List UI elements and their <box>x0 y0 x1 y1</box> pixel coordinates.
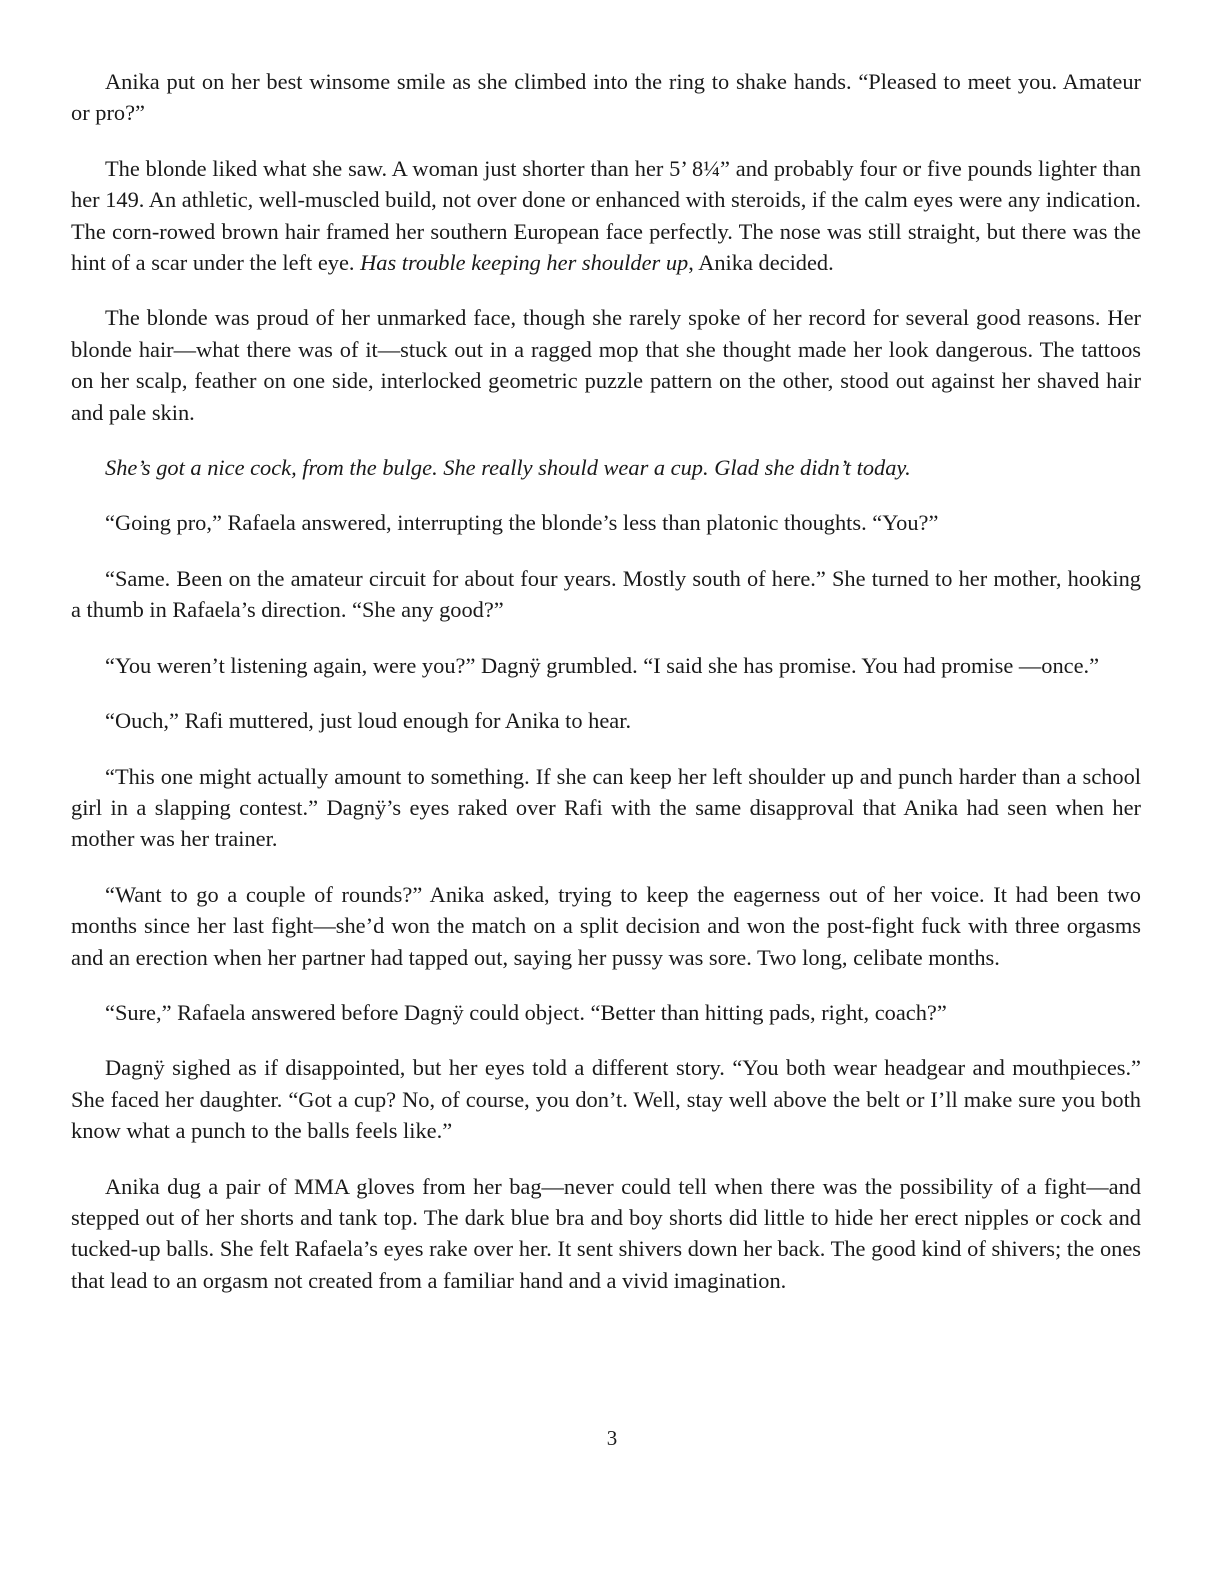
paragraph-2 <box>71 153 1141 279</box>
paragraph-2-emphasis: Has trouble keeping her shoulder up <box>360 250 689 276</box>
paragraph-11: “Sure,” Rafaela answered before Dagnÿ could object. “Better than hitting pads, right, coach?” <box>105 999 947 1025</box>
paragraph-7: “You weren’t listening again, were you?” Dagnÿ grumbled. “I said she has promise. You had promise —once.” <box>105 652 1100 678</box>
paragraph-12: Dagnÿ sighed as if disappointed, but her eyes told a different story. “You both wear headgear and mouthpieces.” She faced her daughter. “Got a cup? No, of course, you don’t. Well, stay well above the belt or I’ll make sure you both know what a punch to the balls feels like.” <box>71 1055 1141 1144</box>
paragraph-9: “This one might actually amount to something. If she can keep her left shoulder up and punch harder than a school girl in a slapping contest.” Dagnÿ’s eyes raked over Rafi with the same disapproval that Anika had seen when her mother was her trainer. <box>71 763 1141 852</box>
paragraph-13: Anika dug a pair of MMA gloves from her bag—never could tell when there was the possibility of a fight—and stepped out of her shorts and tank top. The dark blue bra and boy shorts did little to hide her erect nipples or cock and tucked-up balls. She felt Rafaela’s eyes rake over her. It sent shivers down her back. The good kind of shivers; the ones that lead to an orgasm not created from a familiar hand and a vivid imagination. <box>71 1173 1141 1293</box>
paragraph-6: “Same. Been on the amateur circuit for about four years. Mostly south of here.” She turned to her mother, hooking a thumb in Rafaela’s direction. “She any good?” <box>71 565 1141 623</box>
paragraph-2-after: , Anika decided. <box>688 250 834 276</box>
paragraph-4-thought: She’s got a nice cock, from the bulge. She really should wear a cup. Glad she didn’t today. <box>105 455 911 481</box>
paragraph-1: Anika put on her best winsome smile as she climbed into the ring to shake hands. “Pleased to meet you. Amateur or pro?” <box>71 69 1141 126</box>
paragraph-10: “Want to go a couple of rounds?” Anika asked, trying to keep the eagerness out of her voice. It had been two months since her last fight—she’d won the match on a split decision and won the post-fight fuck with three orgasms and an erection when her partner had tapped out, saying her pussy was sore. Two long, celibate months. <box>71 881 1141 970</box>
paragraph-5: “Going pro,” Rafaela answered, interrupting the blonde’s less than platonic thoughts. “You?” <box>105 510 939 536</box>
paragraph-8: “Ouch,” Rafi muttered, just loud enough for Anika to hear. <box>105 708 632 734</box>
page-body <box>71 66 1141 1320</box>
paragraph-2-text: The blonde liked what she saw. A woman just shorter than her 5’ 8¼” and probably four or five pounds lighter than her 149. An athletic, well-muscled build, not over done or enhanced with steroids, if the calm eyes were any indication. The corn-rowed brown hair framed her southern European face perfectly. The nose was still straight, but there was the hint of a scar under the left eye. <box>71 155 1141 276</box>
paragraph-3: The blonde was proud of her unmarked face, though she rarely spoke of her record for several good reasons. Her blonde hair—what there was of it—stuck out in a ragged mop that she thought made her look dangerous. The tattoos on her scalp, feather on one side, interlocked geometric puzzle pattern on the other, stood out against her shaved hair and pale skin. <box>71 305 1141 425</box>
page-number: 3 <box>606 1426 618 1450</box>
